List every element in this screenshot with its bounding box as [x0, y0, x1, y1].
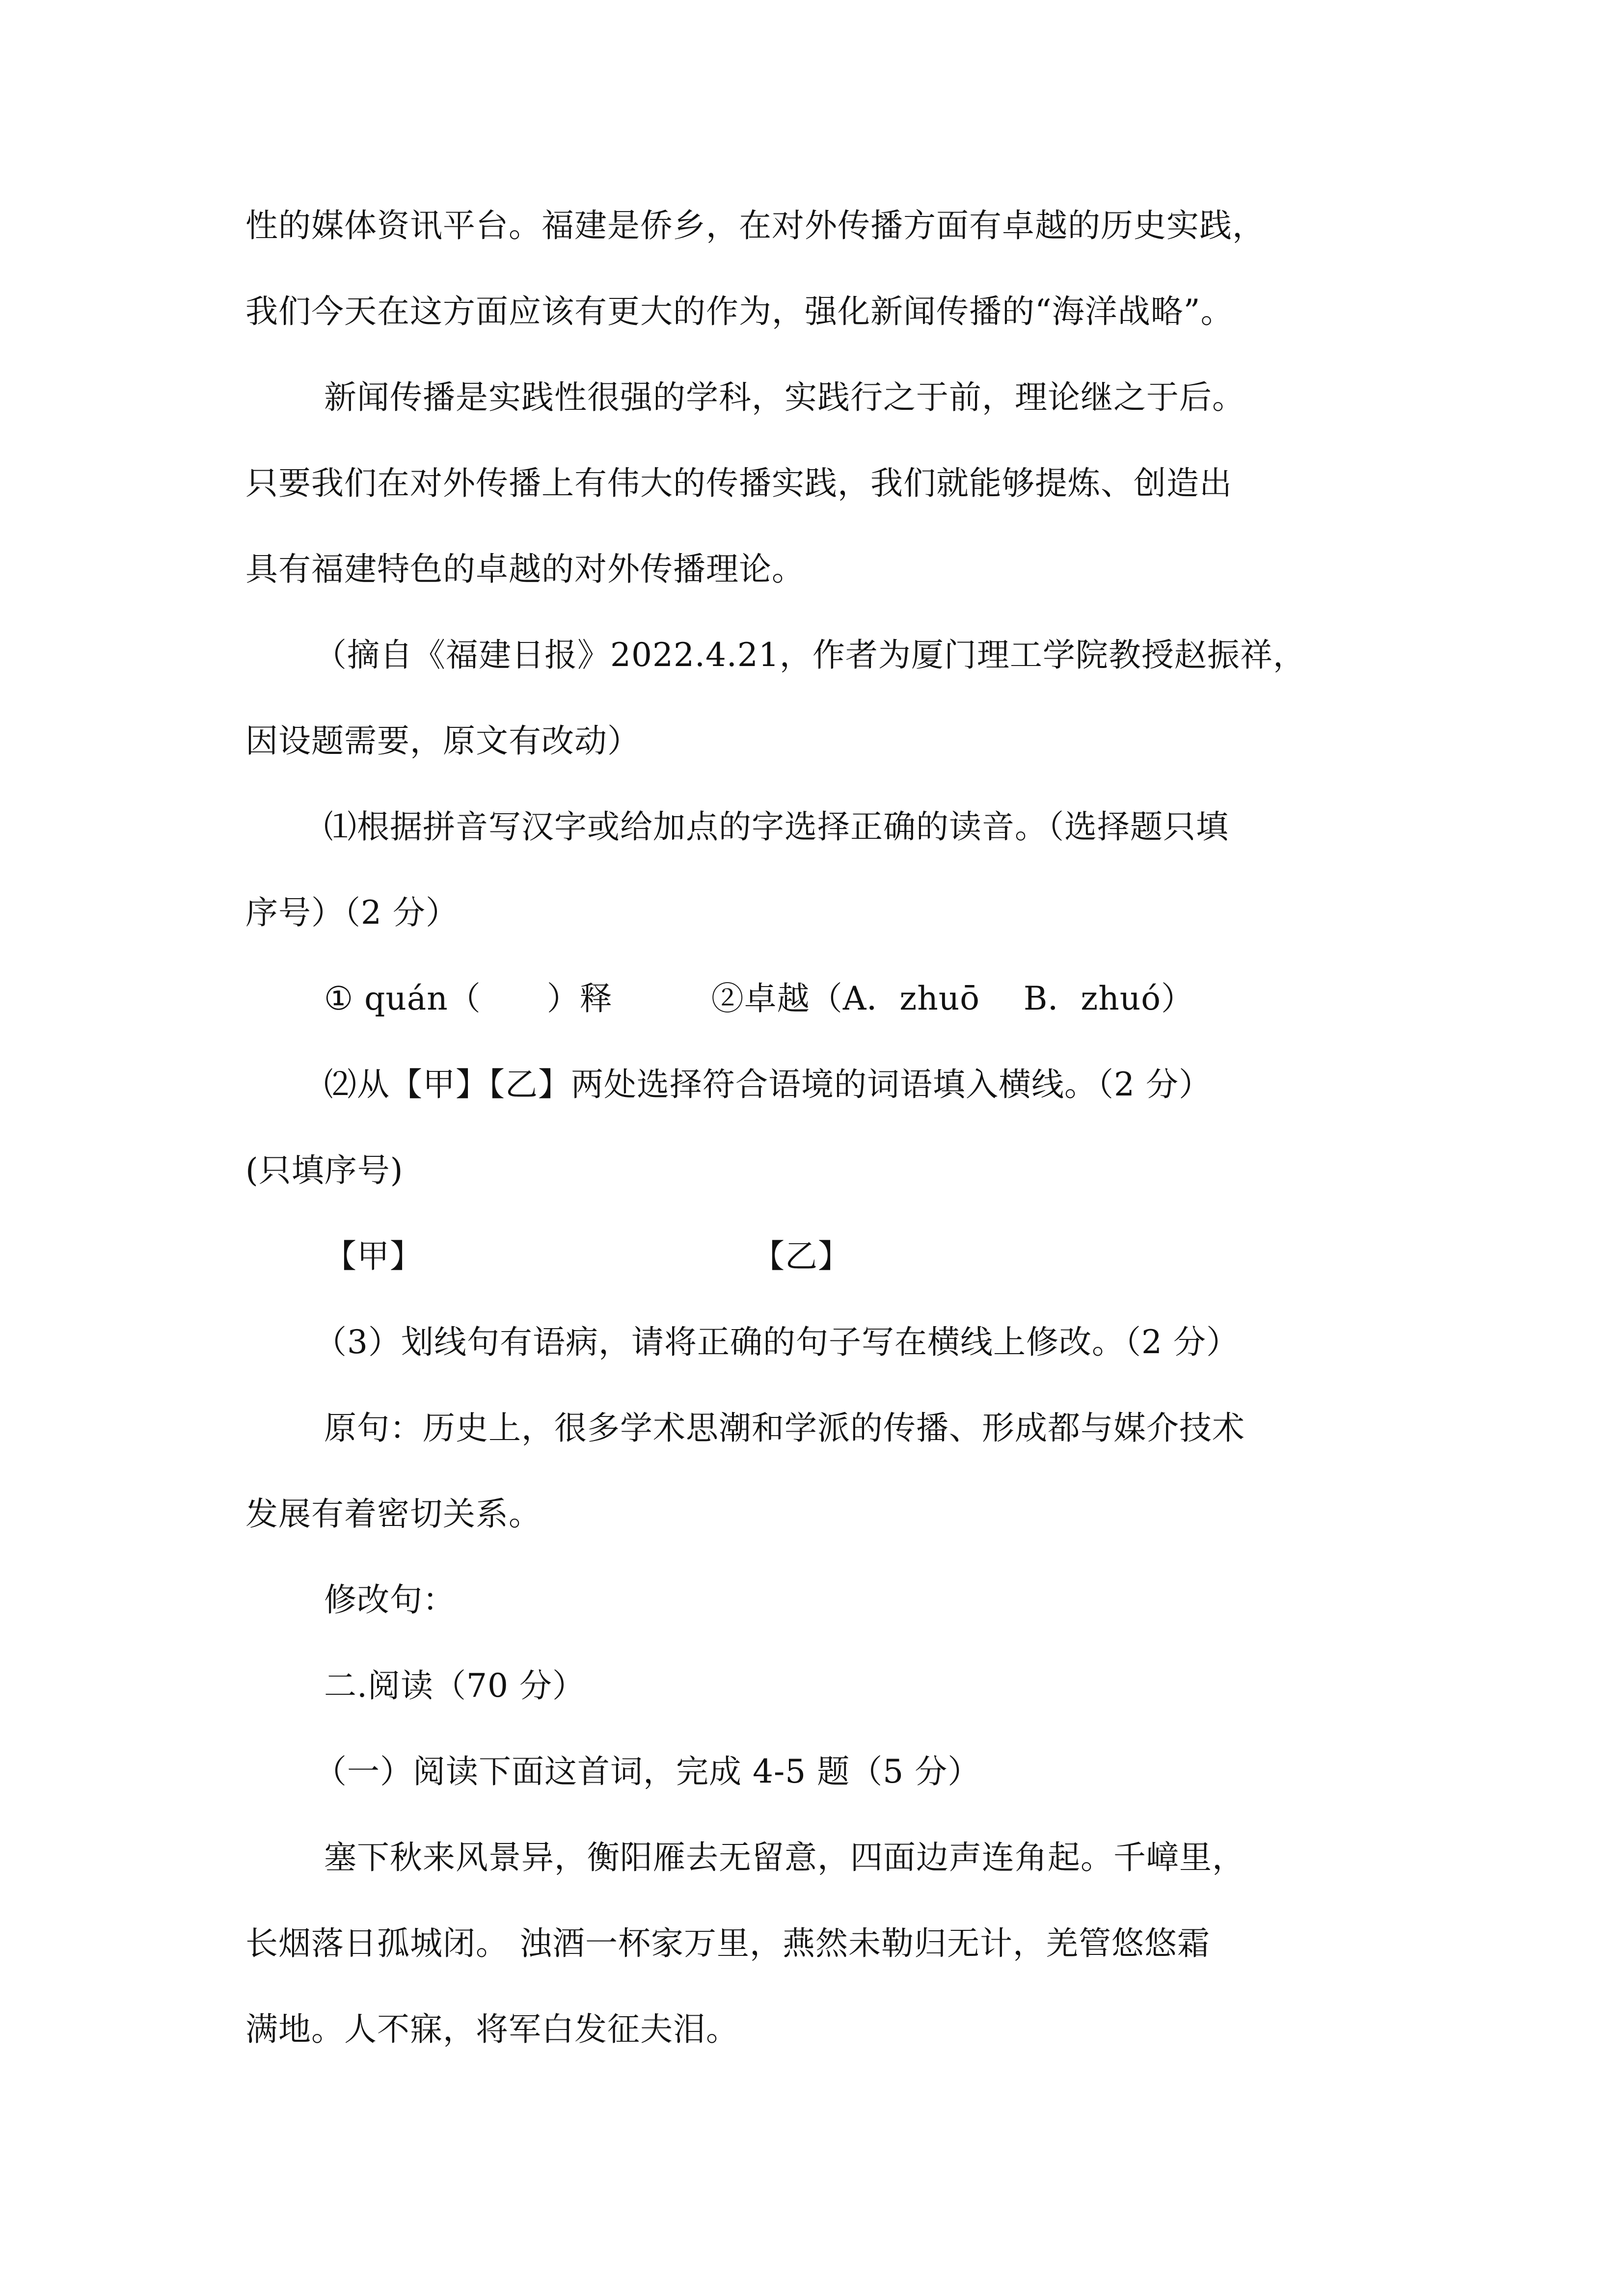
question-1-items: ① quán（ ）释 ②卓越（A．zhuō B．zhuó） [324, 980, 1194, 1017]
text-line: 性的媒体资讯平台。福建是侨乡，在对外传播方面有卓越的历史实践， [245, 207, 1265, 244]
original-sentence: 原句：历史上，很多学术思潮和学派的传播、形成都与媒介技术 [324, 1409, 1245, 1447]
source-citation: （摘自《福建日报》2022.4.21，作者为厦门理工学院教授赵振祥， [314, 636, 1306, 674]
text-line: 只要我们在对外传播上有伟大的传播实践，我们就能够提炼、创造出 [245, 464, 1232, 502]
poem-line: 长烟落日孤城闭。 浊酒一杯家万里，燕然未勒归无计，羌管悠悠霜 [245, 1924, 1210, 1962]
question-2: ⑵从【甲】【乙】两处选择符合语境的词语填入横线。（2 分） [324, 1066, 1212, 1103]
source-citation-cont: 因设题需要，原文有改动） [245, 722, 640, 760]
question-2-cont: (只填序号) [245, 1151, 404, 1189]
poem-line: 满地。人不寐，将军白发征夫泪。 [245, 2010, 739, 2048]
original-sentence-cont: 发展有着密切关系。 [245, 1495, 541, 1533]
section-heading: 二.阅读（70 分） [324, 1667, 585, 1705]
text-line: 具有福建特色的卓越的对外传播理论。 [245, 550, 805, 588]
subsection-heading: （一）阅读下面这首词，完成 4-5 题（5 分） [314, 1753, 981, 1790]
text-line: 新闻传播是实践性很强的学科，实践行之于前，理论继之于后。 [324, 378, 1245, 416]
question-1: ⑴根据拼音写汉字或给加点的字选择正确的读音。（选择题只填 [324, 808, 1229, 846]
revised-sentence-label: 修改句： [324, 1581, 456, 1619]
question-3: （3）划线句有语病，请将正确的句子写在横线上修改。（2 分） [314, 1323, 1239, 1361]
question-1-cont: 序号）（2 分） [245, 894, 459, 932]
answer-slots: 【甲】 【乙】 [324, 1237, 851, 1275]
poem-line: 塞下秋来风景异，衡阳雁去无留意，四面边声连角起。千嶂里， [324, 1839, 1245, 1876]
text-line: 我们今天在这方面应该有更大的作为，强化新闻传播的“海洋战略”。 [245, 293, 1234, 330]
